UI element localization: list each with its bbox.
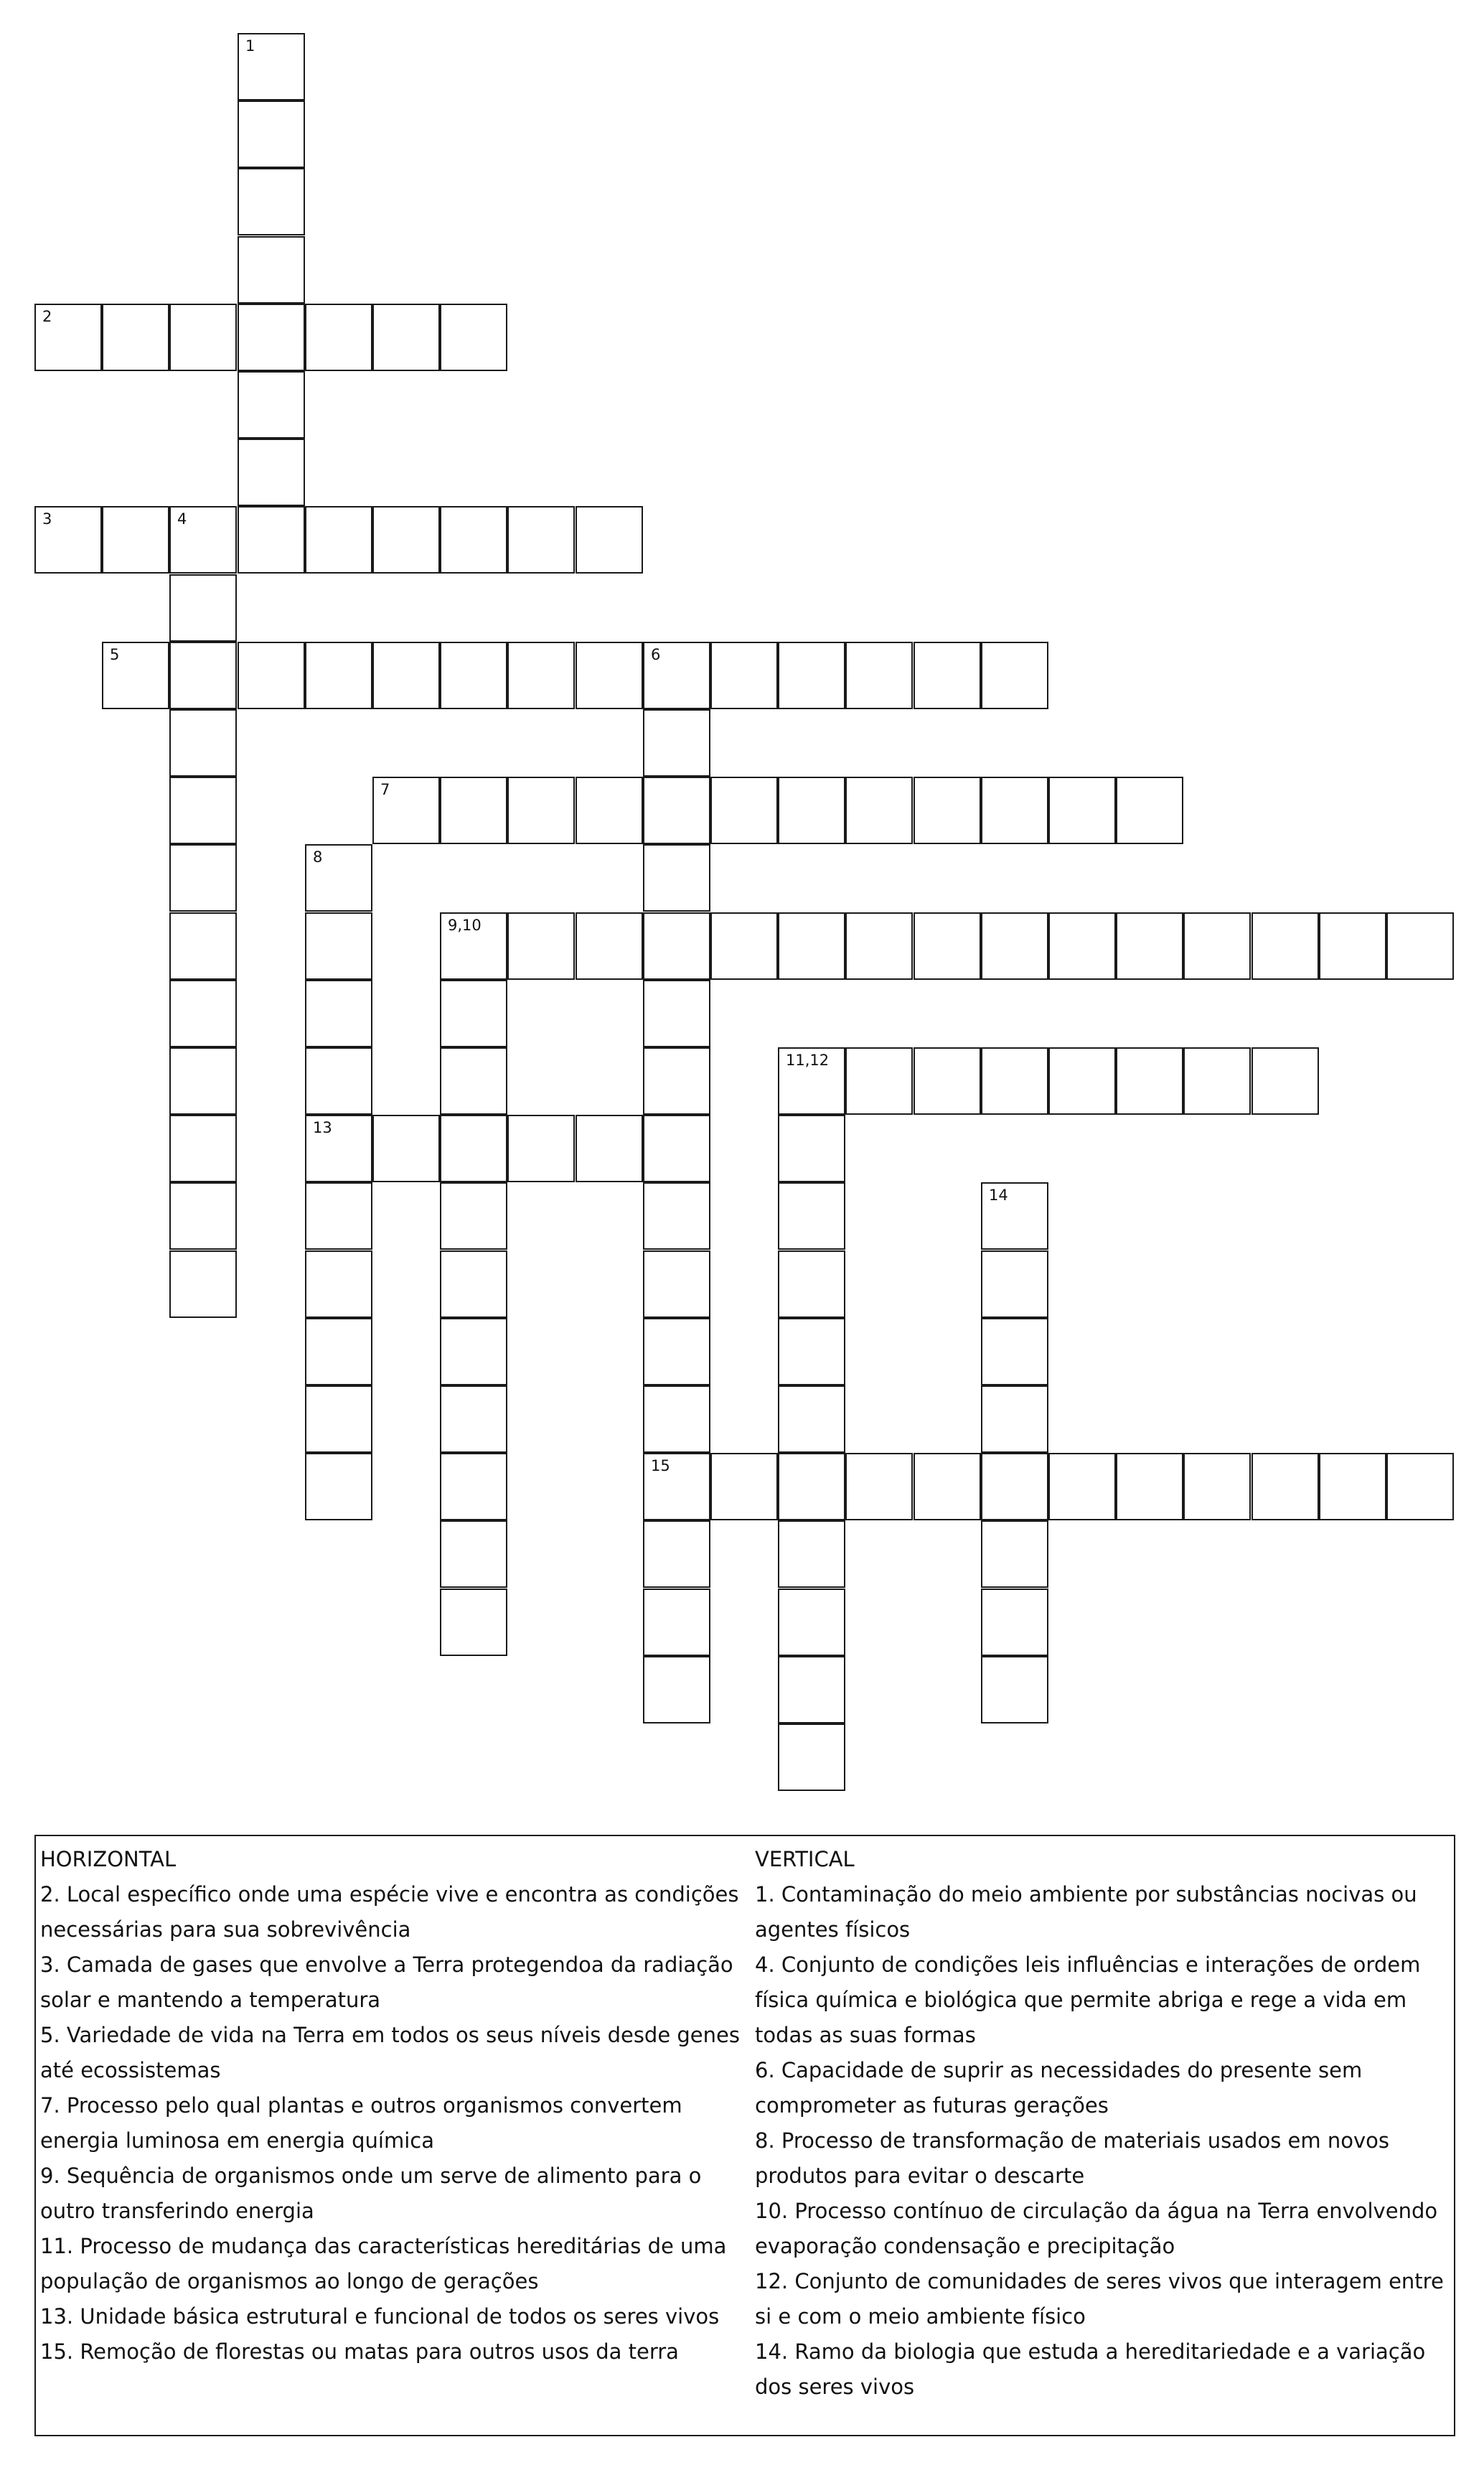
clue-number: 2 <box>42 308 52 325</box>
grid-cell[interactable] <box>440 1318 507 1385</box>
grid-cell[interactable] <box>981 1385 1048 1453</box>
grid-cell[interactable] <box>576 642 643 709</box>
grid-cell[interactable] <box>778 1318 845 1385</box>
grid-cell[interactable] <box>845 1453 913 1520</box>
grid-cell[interactable] <box>440 1115 507 1182</box>
grid-cell[interactable] <box>440 642 507 709</box>
grid-cell[interactable] <box>643 844 710 912</box>
grid-cell[interactable] <box>305 1047 372 1115</box>
grid-cell[interactable] <box>643 1318 710 1385</box>
grid-cell[interactable] <box>238 236 305 304</box>
grid-cell[interactable] <box>305 1318 372 1385</box>
clue-number: 6 <box>651 646 661 663</box>
grid-cell[interactable] <box>1386 912 1454 980</box>
grid-cell[interactable] <box>440 1520 507 1588</box>
grid-cell[interactable] <box>710 912 778 980</box>
clue-number: 7 <box>380 781 390 798</box>
grid-cell[interactable] <box>643 1115 710 1182</box>
grid-cell[interactable] <box>778 642 845 709</box>
grid-cell[interactable] <box>643 709 710 777</box>
grid-cell[interactable] <box>914 777 981 844</box>
grid-cell[interactable] <box>102 642 169 709</box>
grid-cell[interactable] <box>169 1115 237 1182</box>
grid-cell[interactable] <box>305 506 372 574</box>
grid-cell[interactable] <box>643 1047 710 1115</box>
grid-cell[interactable] <box>1183 1453 1251 1520</box>
grid-cell[interactable] <box>643 1520 710 1588</box>
grid-cell[interactable] <box>981 912 1048 980</box>
clue-number: 5 <box>110 646 120 663</box>
grid-cell[interactable] <box>778 1589 845 1656</box>
grid-cell[interactable] <box>778 1385 845 1453</box>
grid-cell[interactable] <box>914 1453 981 1520</box>
grid-cell[interactable] <box>169 1047 237 1115</box>
grid-cell[interactable] <box>507 642 575 709</box>
clue-v-1: 1. Contaminação do meio ambiente por substâncias nocivas ou agentes físicos <box>755 1882 1417 1942</box>
grid-cell[interactable] <box>1183 1047 1251 1115</box>
grid-cell[interactable] <box>1251 912 1319 980</box>
clue-h-5: 5. Variedade de vida na Terra em todos os seus níveis desde genes até ecossistemas <box>40 2023 740 2082</box>
grid-cell[interactable] <box>507 1115 575 1182</box>
clue-number: 8 <box>313 848 323 866</box>
clues-box <box>34 1835 1455 2436</box>
grid-cell[interactable] <box>981 777 1048 844</box>
grid-cell[interactable] <box>305 1115 372 1182</box>
grid-cell[interactable] <box>305 304 372 371</box>
clue-number: 13 <box>313 1119 332 1136</box>
grid-cell[interactable] <box>778 1453 845 1520</box>
grid-cell[interactable] <box>643 777 710 844</box>
grid-cell[interactable] <box>643 1656 710 1723</box>
grid-cell[interactable] <box>778 912 845 980</box>
grid-cell[interactable] <box>305 642 372 709</box>
grid-cell[interactable] <box>169 1250 237 1318</box>
grid-cell[interactable] <box>372 642 440 709</box>
clue-h-13: 13. Unidade básica estrutural e funcional de todos os seres vivos <box>40 2304 720 2329</box>
grid-cell[interactable] <box>372 777 440 844</box>
grid-cell[interactable] <box>778 1250 845 1318</box>
horizontal-title: HORIZONTAL <box>40 1847 177 1871</box>
grid-cell[interactable] <box>981 1656 1048 1723</box>
grid-cell[interactable] <box>981 1047 1048 1115</box>
clue-h-3: 3. Camada de gases que envolve a Terra protegendoa da radiação solar e mantendo a temperatura <box>40 1952 733 2012</box>
clue-h-7: 7. Processo pelo qual plantas e outros organismos convertem energia luminosa em energia química <box>40 2093 682 2153</box>
grid-cell[interactable] <box>440 912 507 980</box>
grid-cell[interactable] <box>981 1589 1048 1656</box>
grid-cell[interactable] <box>576 777 643 844</box>
grid-cell[interactable] <box>102 304 169 371</box>
clue-h-9: 9. Sequência de organismos onde um serve de alimento para o outro transferindo energia <box>40 2164 702 2223</box>
grid-cell[interactable] <box>914 642 981 709</box>
grid-cell[interactable] <box>845 777 913 844</box>
grid-cell[interactable] <box>440 1182 507 1250</box>
grid-cell[interactable] <box>440 1047 507 1115</box>
grid-cell[interactable] <box>576 1115 643 1182</box>
grid-cell[interactable] <box>981 1318 1048 1385</box>
grid-cell[interactable] <box>507 777 575 844</box>
grid-cell[interactable] <box>440 1385 507 1453</box>
grid-cell[interactable] <box>981 1520 1048 1588</box>
grid-cell[interactable] <box>169 709 237 777</box>
horizontal-clues <box>40 1842 752 2370</box>
clue-h-15: 15. Remoção de florestas ou matas para outros usos da terra <box>40 2339 679 2364</box>
grid-cell[interactable] <box>305 1453 372 1520</box>
grid-cell[interactable] <box>710 642 778 709</box>
clue-number: 11,12 <box>786 1052 830 1069</box>
grid-cell[interactable] <box>169 642 237 709</box>
grid-cell[interactable] <box>169 777 237 844</box>
clue-v-12: 12. Conjunto de comunidades de seres vivos que interagem entre si e com o meio ambiente físico <box>755 2269 1444 2329</box>
grid-cell[interactable] <box>981 642 1048 709</box>
grid-cell[interactable] <box>1386 1453 1454 1520</box>
grid-cell[interactable] <box>34 304 102 371</box>
clue-v-10: 10. Processo contínuo de circulação da água na Terra envolvendo evaporação condensação e precipitação <box>755 2199 1438 2258</box>
grid-cell[interactable] <box>778 1656 845 1723</box>
grid-cell[interactable] <box>778 1723 845 1791</box>
clue-number: 1 <box>245 37 255 55</box>
grid-cell[interactable] <box>238 100 305 168</box>
grid-cell[interactable] <box>372 1115 440 1182</box>
grid-cell[interactable] <box>576 912 643 980</box>
grid-cell[interactable] <box>643 1385 710 1453</box>
grid-cell[interactable] <box>1116 777 1183 844</box>
grid-cell[interactable] <box>238 371 305 439</box>
grid-cell[interactable] <box>914 1047 981 1115</box>
grid-cell[interactable] <box>305 844 372 912</box>
grid-cell[interactable] <box>238 304 305 371</box>
grid-cell[interactable] <box>845 642 913 709</box>
grid-cell[interactable] <box>643 642 710 709</box>
grid-cell[interactable] <box>1116 1047 1183 1115</box>
grid-cell[interactable] <box>778 1047 845 1115</box>
clue-v-6: 6. Capacidade de suprir as necessidades do presente sem comprometer as futuras gerações <box>755 2058 1363 2118</box>
grid-cell[interactable] <box>778 777 845 844</box>
grid-cell[interactable] <box>1048 912 1116 980</box>
grid-cell[interactable] <box>914 912 981 980</box>
grid-cell[interactable] <box>845 1047 913 1115</box>
grid-cell[interactable] <box>981 1250 1048 1318</box>
grid-cell[interactable] <box>238 168 305 235</box>
grid-cell[interactable] <box>778 1182 845 1250</box>
grid-cell[interactable] <box>440 1589 507 1656</box>
grid-cell[interactable] <box>1116 912 1183 980</box>
grid-cell[interactable] <box>576 506 643 574</box>
grid-cell[interactable] <box>238 33 305 100</box>
grid-cell[interactable] <box>372 304 440 371</box>
vertical-title: VERTICAL <box>755 1847 855 1871</box>
grid-cell[interactable] <box>1251 1453 1319 1520</box>
grid-cell[interactable] <box>1048 777 1116 844</box>
grid-cell[interactable] <box>643 1453 710 1520</box>
grid-cell[interactable] <box>305 1182 372 1250</box>
grid-cell[interactable] <box>169 980 237 1047</box>
clue-v-8: 8. Processo de transformação de materiais usados em novos produtos para evitar o descarte <box>755 2128 1389 2188</box>
grid-cell[interactable] <box>169 844 237 912</box>
grid-cell[interactable] <box>440 304 507 371</box>
grid-cell[interactable] <box>169 304 237 371</box>
grid-cell[interactable] <box>305 912 372 980</box>
grid-cell[interactable] <box>169 506 237 574</box>
grid-cell[interactable] <box>1048 1047 1116 1115</box>
grid-cell[interactable] <box>845 912 913 980</box>
clue-number: 9,10 <box>448 917 482 934</box>
grid-cell[interactable] <box>778 1520 845 1588</box>
grid-cell[interactable] <box>34 506 102 574</box>
vertical-clues <box>755 1842 1454 2405</box>
grid-cell[interactable] <box>981 1453 1048 1520</box>
grid-cell[interactable] <box>440 1453 507 1520</box>
grid-cell[interactable] <box>1319 1453 1386 1520</box>
grid-cell[interactable] <box>169 574 237 642</box>
grid-cell[interactable] <box>643 1589 710 1656</box>
clue-h-11: 11. Processo de mudança das características hereditárias de uma população de organismos ao longo de gerações <box>40 2234 727 2293</box>
grid-cell[interactable] <box>981 1182 1048 1250</box>
grid-cell[interactable] <box>238 642 305 709</box>
grid-cell[interactable] <box>440 1250 507 1318</box>
clue-v-4: 4. Conjunto de condições leis influências e interações de ordem física química e biológica que permite abriga e rege a vida em todas as suas formas <box>755 1952 1421 2047</box>
grid-cell[interactable] <box>1048 1453 1116 1520</box>
grid-cell[interactable] <box>1183 912 1251 980</box>
grid-cell[interactable] <box>1319 912 1386 980</box>
grid-cell[interactable] <box>1116 1453 1183 1520</box>
grid-cell[interactable] <box>238 439 305 506</box>
grid-cell[interactable] <box>372 506 440 574</box>
grid-cell[interactable] <box>643 1250 710 1318</box>
clue-number: 4 <box>177 510 187 528</box>
clue-v-14: 14. Ramo da biologia que estuda a hereditariedade e a variação dos seres vivos <box>755 2339 1426 2399</box>
clue-number: 14 <box>989 1187 1008 1204</box>
grid-cell[interactable] <box>440 980 507 1047</box>
grid-cell[interactable] <box>643 1182 710 1250</box>
grid-cell[interactable] <box>1251 1047 1319 1115</box>
grid-cell[interactable] <box>710 1453 778 1520</box>
grid-cell[interactable] <box>169 1182 237 1250</box>
grid-cell[interactable] <box>440 506 507 574</box>
grid-cell[interactable] <box>643 912 710 980</box>
clue-h-2: 2. Local específico onde uma espécie vive e encontra as condições necessárias para sua sobrevivência <box>40 1882 739 1942</box>
grid-cell[interactable] <box>305 980 372 1047</box>
grid-cell[interactable] <box>507 506 575 574</box>
grid-cell[interactable] <box>507 912 575 980</box>
grid-cell[interactable] <box>238 506 305 574</box>
clue-number: 15 <box>651 1457 670 1474</box>
clue-number: 3 <box>42 510 52 528</box>
grid-cell[interactable] <box>643 980 710 1047</box>
grid-cell[interactable] <box>440 777 507 844</box>
grid-cell[interactable] <box>710 777 778 844</box>
grid-cell[interactable] <box>305 1250 372 1318</box>
grid-cell[interactable] <box>305 1385 372 1453</box>
grid-cell[interactable] <box>778 1115 845 1182</box>
grid-cell[interactable] <box>102 506 169 574</box>
grid-cell[interactable] <box>169 912 237 980</box>
